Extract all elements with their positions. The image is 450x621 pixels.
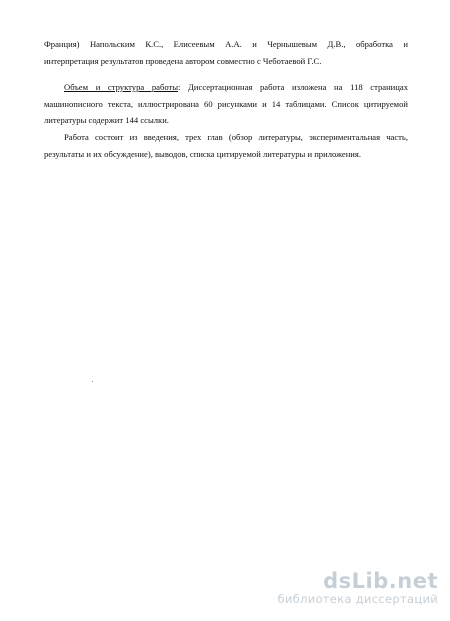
- scan-speck: [92, 381, 93, 382]
- paragraph-authors: [44, 36, 408, 69]
- watermark-subtitle: библиотека диссертаций: [277, 592, 438, 606]
- paragraph-line: литературы содержит 144 ссылки.: [44, 115, 169, 125]
- paragraph-line: [44, 79, 408, 96]
- paragraph-line: Франция) Напольским К.С., Елисеевым А.А. и Чернышевым Д.В., обработка и: [44, 39, 408, 49]
- section-heading: Объем и структура работы: [64, 82, 179, 92]
- paragraph-structure: [44, 79, 408, 129]
- watermark: [277, 570, 438, 606]
- watermark-logo: dsLib.net: [323, 569, 438, 593]
- paragraph-text: : Диссертационная работа изложена на 118 страницах: [178, 82, 408, 92]
- paragraph-line: интерпретация результатов проведена автором совместно с Чеботаевой Г.С.: [44, 55, 322, 66]
- paragraph-line: Работа состоит из введения, трех глав (обзор литературы, экспериментальная часть,: [64, 132, 408, 142]
- paragraph-line: результаты и их обсуждение), выводов, списка цитируемой литературы и приложения.: [44, 148, 362, 159]
- paragraph-line: машинописного текста, иллюстрирована 60 рисунками и 14 таблицами. Список цитируемой: [44, 98, 408, 109]
- paragraph-chapters: [44, 129, 408, 162]
